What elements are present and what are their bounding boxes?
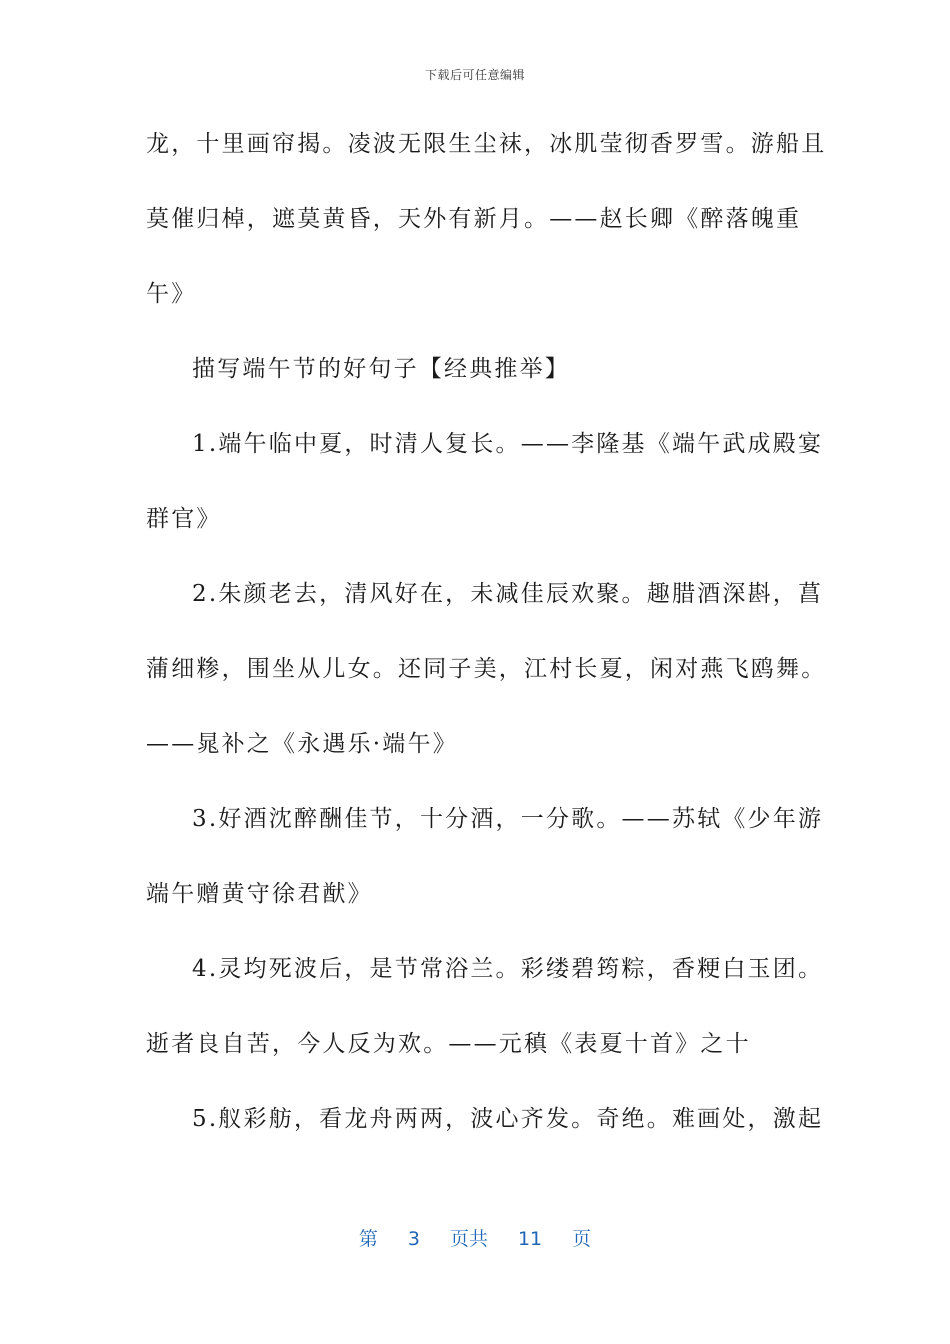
text-line: 2.朱颜老去，清风好在，未减佳辰欢聚。趣腊酒深斟，菖 xyxy=(192,581,824,607)
text-line: 午》 xyxy=(146,281,197,307)
footer-prefix: 第 xyxy=(358,1228,378,1250)
text-line: 端午赠黄守徐君猷》 xyxy=(146,881,373,907)
text-line: ——晁补之《永遇乐·端午》 xyxy=(146,731,458,757)
section-heading: 描写端午节的好句子【经典推举】 xyxy=(192,356,570,382)
text-line: 莫催归棹，遮莫黄昏，天外有新月。——赵长卿《醉落魄重 xyxy=(146,206,802,232)
document-body xyxy=(146,124,827,1174)
text-line: 5.舣彩舫，看龙舟两两，波心齐发。奇绝。难画处，激起 xyxy=(192,1106,824,1132)
footer-suffix: 页 xyxy=(572,1228,592,1250)
text-line: 龙，十里画帘揭。凌波无限生尘袜，冰肌莹彻香罗雪。游船且 xyxy=(146,131,827,157)
text-line: 蒲细糁，围坐从儿女。还同子美，江村长夏，闲对燕飞鸥舞。 xyxy=(146,656,827,682)
text-line: 3.好酒沈醉酬佳节，十分酒，一分歌。——苏轼《少年游 xyxy=(192,806,824,832)
footer-middle: 页共 xyxy=(449,1228,488,1250)
current-page-number: 3 xyxy=(407,1228,420,1250)
page-header: 下载后可任意编辑 xyxy=(424,68,525,82)
total-pages-number: 11 xyxy=(517,1228,543,1250)
page-footer xyxy=(0,1224,950,1251)
text-line: 4.灵均死波后，是节常浴兰。彩缕碧筠粽，香粳白玉团。 xyxy=(192,956,824,982)
text-line: 群官》 xyxy=(146,506,222,532)
text-line: 1.端午临中夏，时清人复长。——李隆基《端午武成殿宴 xyxy=(192,431,824,457)
text-line: 逝者良自苦，今人反为欢。——元稹《表夏十首》之十 xyxy=(146,1031,751,1057)
